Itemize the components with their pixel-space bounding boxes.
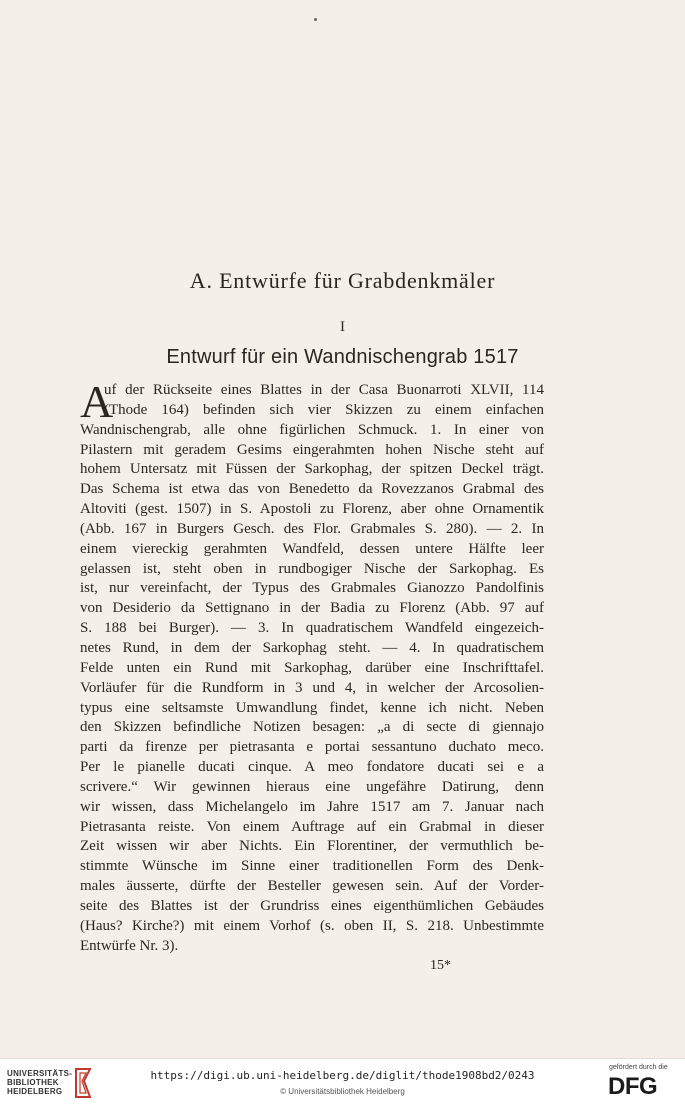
page-number: 15* [430, 958, 451, 973]
chapter-title: Entwurf für ein Wandnischengrab 1517 [166, 346, 519, 368]
text-line: einem viereckig gerahmten Wandfeld, dessen untere Hälfte leer [80, 540, 544, 557]
text-line: hohem Untersatz mit Füssen der Sarkophag, der spitzen Deckel trägt. [80, 461, 544, 478]
library-name-line: HEIDELBERG [7, 1087, 63, 1096]
text-line: gelassen ist, steht oben in rundbogiger Nische der Sarkophag. Es [80, 560, 544, 577]
text-line: stimmte Wünsche im Sinne einer traditionellen Form des Denk- [80, 858, 544, 875]
chapter-number: I [340, 319, 345, 335]
text-line: Felde unten ein Rund mit Sarkophag, darüber eine Inschrifttafel. [80, 659, 544, 676]
document-url-link[interactable]: https://digi.ub.uni-heidelberg.de/diglit/thode1908bd2/0243 [150, 1069, 535, 1082]
text-line: Zeit wissen wir aber Nichts. Ein Florentiner, der vermuthlich be- [80, 838, 544, 855]
text-line: Pilastern mit geradem Gesims eingerahmten hohen Nische steht auf [80, 441, 544, 458]
text-line: uf der Rückseite eines Blattes in der Casa Buonarroti XLVII, 114 [104, 382, 544, 398]
text-line: netes Rund, in dem der Sarkophag steht. — 4. In quadratischem [80, 639, 544, 656]
text-line: Pietrasanta reiste. Von einem Auftrage auf ein Grabmal in dieser [80, 818, 544, 835]
text-line: Das Schema ist etwa das von Benedetto da Rovezzanos Grabmal des [80, 481, 544, 498]
text-line: (Abb. 167 in Burgers Gesch. des Flor. Grabmales S. 280). — 2. In [80, 520, 544, 537]
library-name-line: BIBLIOTHEK [7, 1078, 59, 1087]
text-line: parti da firenze per pietrasanta e portai sessantuno duchato meco. [80, 739, 544, 756]
viewer-footer [0, 1058, 685, 1107]
text-line: (Thode 164) befinden sich vier Skizzen zu einem einfachen [104, 401, 544, 418]
text-line: seite des Blattes ist der Grundriss eines eigenthümlichen Gebäudes [80, 897, 544, 914]
section-title: A. Entwürfe für Grabdenkmäler [189, 268, 496, 293]
text-line: wir wissen, dass Michelangelo im Jahre 1517 am 7. Januar nach [80, 798, 544, 815]
text-line: Altoviti (gest. 1507) in S. Apostoli zu Florenz, aber ohne Ornamentik [80, 501, 544, 518]
body-text [80, 376, 544, 956]
funding-caption: gefördert durch die [609, 1064, 668, 1071]
text-line: Vorläufer für die Rundform in 3 und 4, in welcher der Arcosolien- [80, 679, 544, 696]
text-line: S. 188 bei Burger). — 3. In quadratischem Wandfeld eingezeich- [80, 620, 544, 637]
text-line: von Desiderio da Settignano in der Badia zu Florenz (Abb. 97 auf [80, 600, 544, 617]
text-line: ist, nur vereinfacht, der Typus des Grabmales Gianozzo Pandolfinis [80, 580, 544, 597]
text-line: males äusserte, dürfte der Besteller gewesen sein. Auf der Vorder- [80, 878, 544, 895]
dfg-logo: DFG [608, 1073, 658, 1100]
text-line: den Skizzen befindliche Notizen besagen: „a di secte di giennajo [80, 719, 544, 736]
text-line: (Haus? Kirche?) mit einem Vorhof (s. oben II, S. 218. Unbestimmte [80, 917, 544, 934]
text-line: Per le pianelle ducati cinque. A meo fondatore ducati sei e a [80, 759, 544, 776]
library-name-line: UNIVERSITÄTS- [7, 1069, 73, 1078]
page-mark [314, 18, 317, 21]
drop-cap: A [80, 376, 114, 427]
text-line: Wandnischengrab, alle ohne figürlichen Schmuck. 1. In einer von [80, 421, 544, 438]
text-line: scrivere.“ Wir gewinnen hieraus eine ungefähre Datirung, denn [80, 778, 544, 795]
text-line: Entwürfe Nr. 3). [80, 937, 179, 954]
text-line: typus eine seltsamste Umwandlung findet, kenne ich nicht. Neben [80, 699, 544, 716]
copyright-notice: © Universitätsbibliothek Heidelberg [280, 1087, 405, 1096]
